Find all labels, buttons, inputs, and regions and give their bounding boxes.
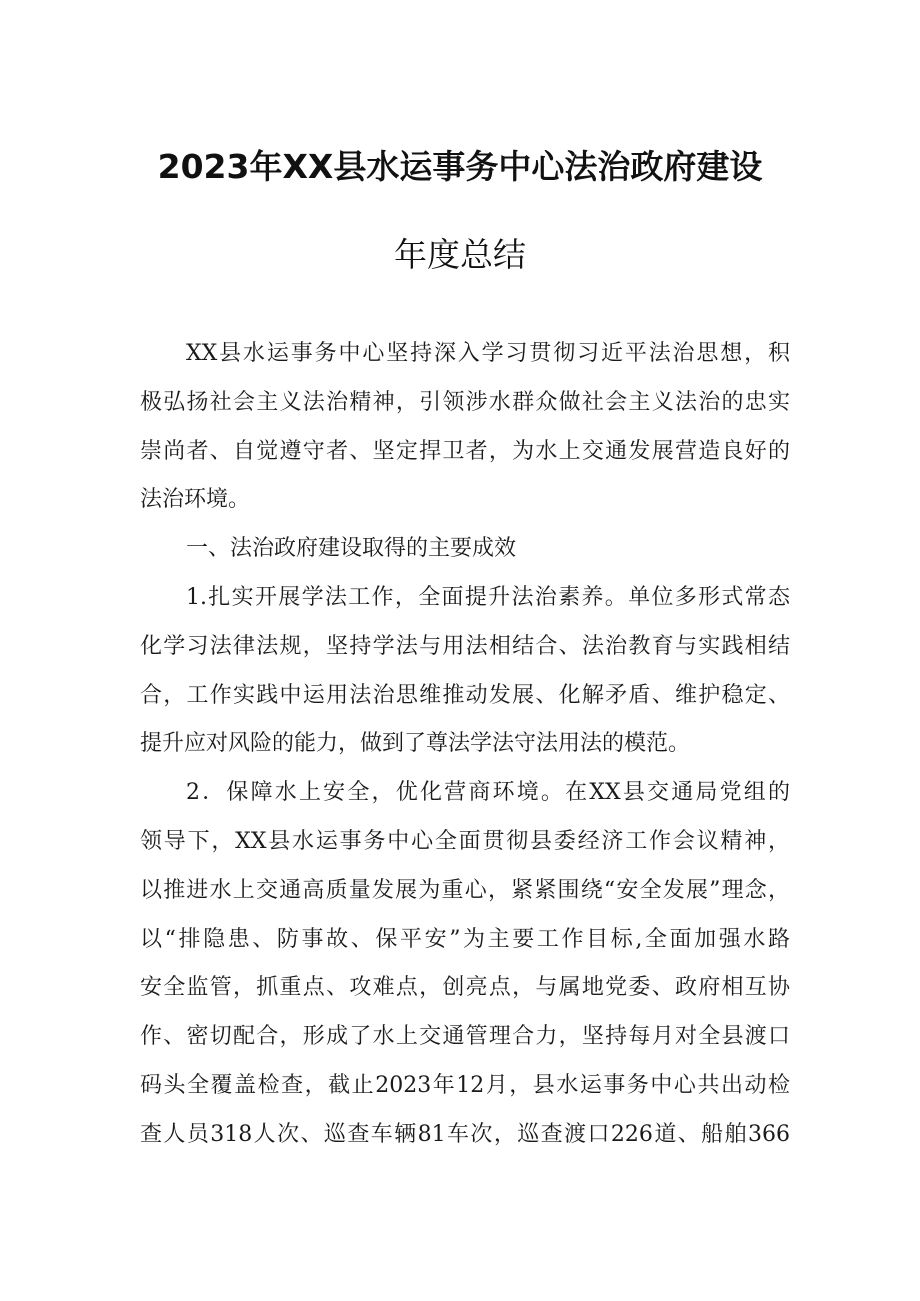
document-body [140,330,790,1160]
paragraph-line: 化学习法律法规，坚持学法与用法相结合、法治教育与实践相结 [140,633,790,659]
paragraph-line: 以“排隐患、防事故、保平安”为主要工作目标,全面加强水路 [140,926,790,952]
paragraph-line: 提升应对风险的能力，做到了尊法学法守法用法的模范。 [140,731,691,757]
paragraph-line: 1.扎实开展学法工作，全面提升法治素养。单位多形式常态 [186,584,790,610]
paragraph-line: 崇尚者、自觉遵守者、坚定捍卫者，为水上交通发展营造良好的 [140,438,790,464]
paragraph-line: 以推进水上交通高质量发展为重心，紧紧围绕“安全发展”理念， [140,877,790,903]
paragraph-line: 极弘扬社会主义法治精神，引领涉水群众做社会主义法治的忠实 [140,389,790,415]
document-title-line-1: 2023年XX县水运事务中心法治政府建设 [157,147,763,186]
paragraph-line: 2．保障水上安全，优化营商环境。在XX县交通局党组的 [186,780,790,806]
paragraph-line: 安全监管，抓重点、攻难点，创亮点，与属地党委、政府相互协 [140,975,790,1001]
paragraph-line: 法治环境。 [140,487,251,513]
paragraph-line: XX县水运事务中心坚持深入学习贯彻习近平法治思想，积 [186,341,790,366]
paragraph-line: 作、密切配合，形成了水上交通管理合力，坚持每月对全县渡口 [140,1024,790,1050]
paragraph-line: 合，工作实践中运用法治思维推动发展、化解矛盾、维护稳定、 [140,682,790,708]
paragraph-line: 查人员318人次、巡查车辆81车次，巡查渡口226道、船舶366 [140,1121,790,1147]
section-heading: 一、法治政府建设取得的主要成效 [186,536,517,562]
paragraph-line: 领导下，XX县水运事务中心全面贯彻县委经济工作会议精神， [140,828,790,854]
paragraph-line: 码头全覆盖检查，截止2023年12月，县水运事务中心共出动检 [140,1072,790,1098]
document-title-line-2: 年度总结 [394,235,526,274]
